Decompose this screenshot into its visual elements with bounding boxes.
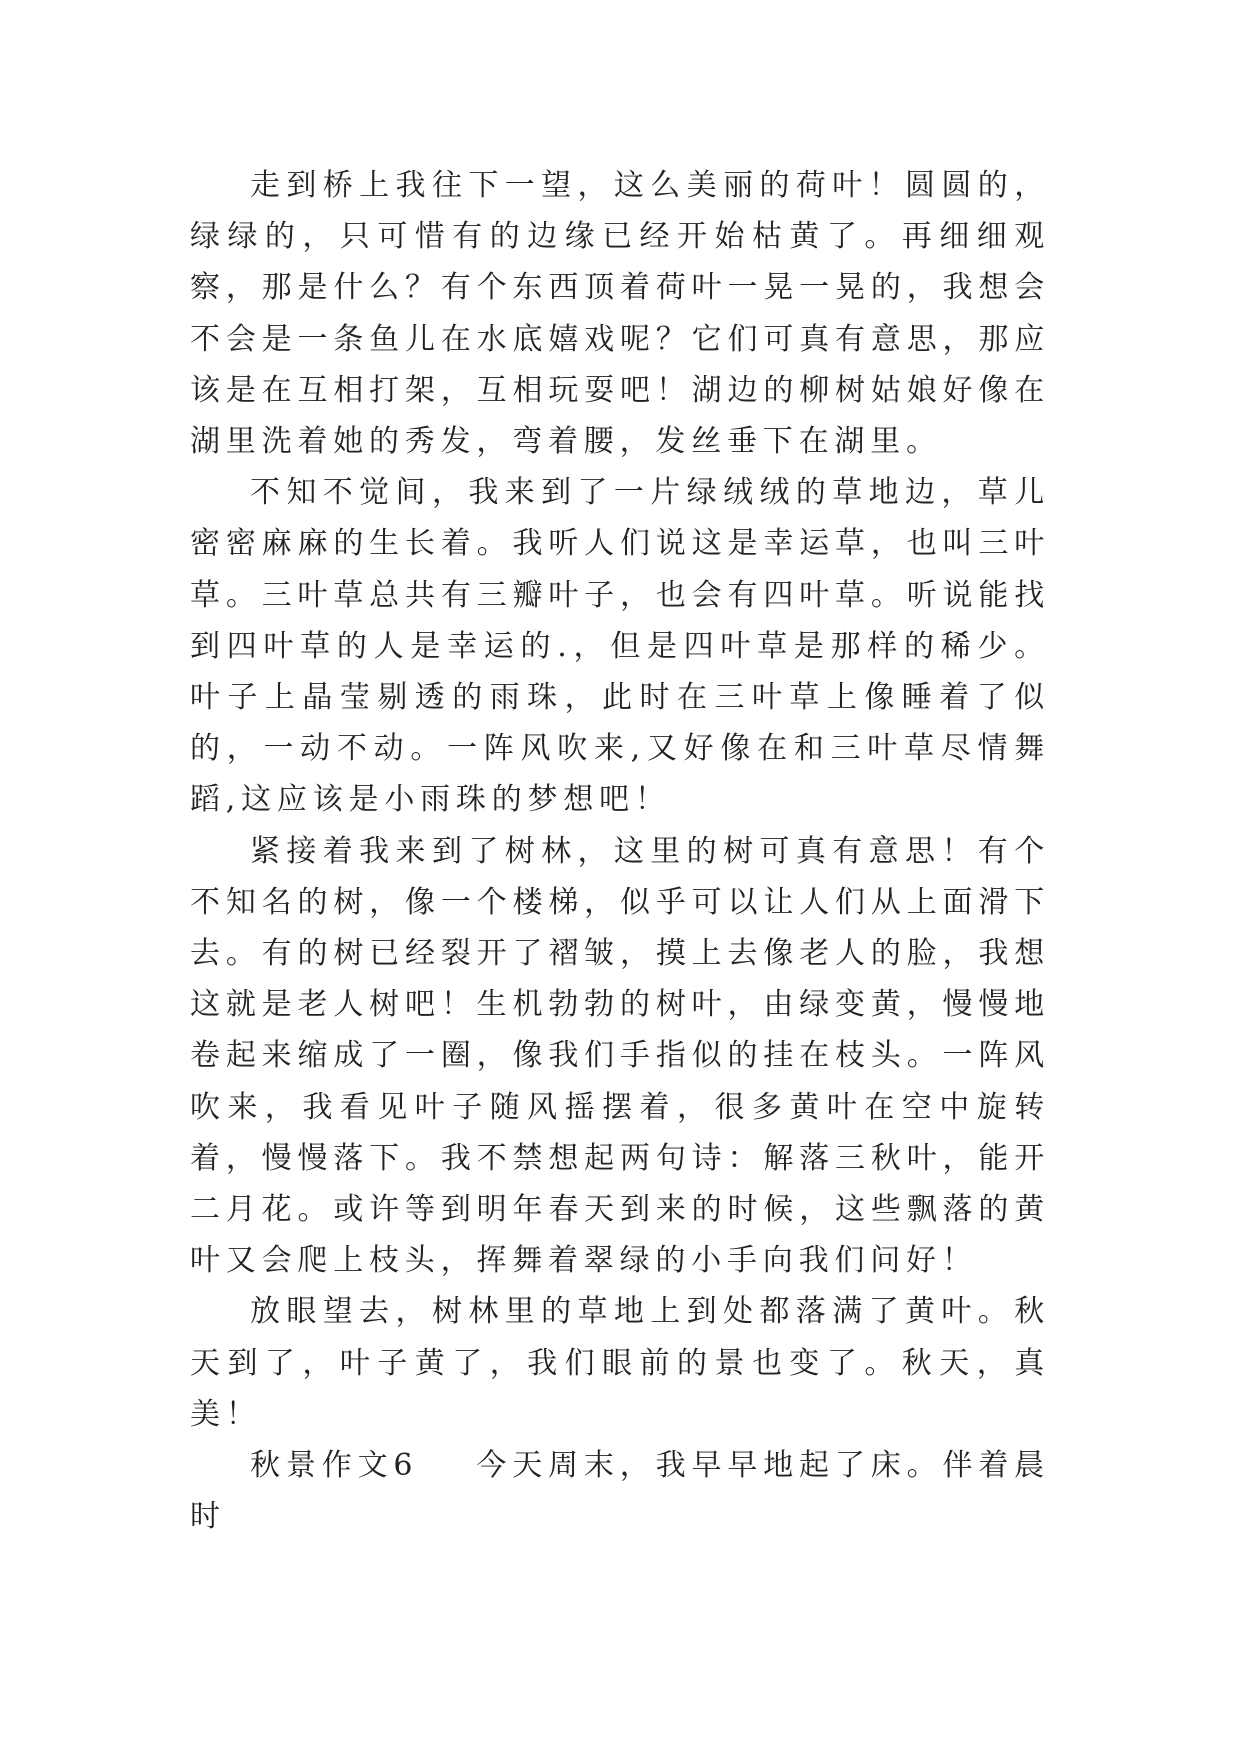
paragraph-bridge-lotus: 走到桥上我往下一望，这么美丽的荷叶！圆圆的，绿绿的，只可惜有的边缘已经开始枯黄了。再细细观察，那是什么？有个东西顶着荷叶一晃一晃的，我想会不会是一条鱼儿在水底嬉戏呢？它们可真有意思，那应该是在互相打架，互相玩耍吧！湖边的柳树姑娘好像在湖里洗着她的秀发，弯着腰，发丝垂下在湖里。 <box>190 168 1050 460</box>
essay-body <box>190 160 1050 1542</box>
next-essay-start <box>190 1440 1050 1542</box>
paragraph-autumn-view: 放眼望去，树林里的草地上到处都落满了黄叶。秋天到了，叶子黄了，我们眼前的景也变了。秋天，真美！ <box>190 1294 1050 1432</box>
essay-title: 秋景作文6 <box>250 1448 419 1484</box>
essay-opening-text: 今天周末，我早早地起了床。伴着晨时 <box>190 1448 1050 1535</box>
paragraph-clover-meadow: 不知不觉间，我来到了一片绿绒绒的草地边，草儿密密麻麻的生长着。我听人们说这是幸运草，也叫三叶草。三叶草总共有三瓣叶子，也会有四叶草。听说能找到四叶草的人是幸运的.，但是四叶草是那样的稀少。叶子上晶莹剔透的雨珠，此时在三叶草上像睡着了似的，一动不动。一阵风吹来,又好像在和三叶草尽情舞蹈,这应该是小雨珠的梦想吧！ <box>190 475 1050 818</box>
paragraph-woods: 紧接着我来到了树林，这里的树可真有意思！有个不知名的树，像一个楼梯，似乎可以让人们从上面滑下去。有的树已经裂开了褶皱，摸上去像老人的脸，我想这就是老人树吧！生机勃勃的树叶，由绿变黄，慢慢地卷起来缩成了一圈，像我们手指似的挂在枝头。一阵风吹来，我看见叶子随风摇摆着，很多黄叶在空中旋转着，慢慢落下。我不禁想起两句诗：解落三秋叶，能开二月花。或许等到明年春天到来的时候，这些飘落的黄叶又会爬上枝头，挥舞着翠绿的小手向我们问好！ <box>190 833 1050 1279</box>
